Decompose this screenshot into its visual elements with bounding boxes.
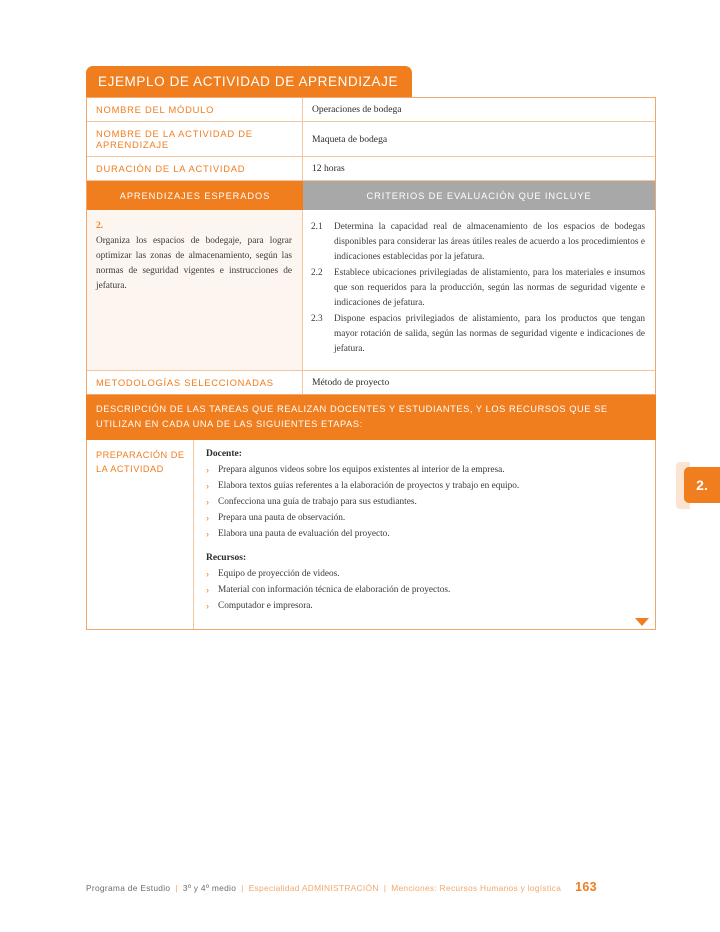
list-item — [206, 599, 643, 615]
description-banner: DESCRIPCIÓN DE LAS TAREAS QUE REALIZAN DOCENTES Y ESTUDIANTES, Y LOS RECURSOS QUE SE UTILIZAN EN CADA UNA DE LAS SIGUIENTES ETAPAS: — [86, 395, 656, 440]
row-value-modulo: Operaciones de bodega — [312, 104, 402, 115]
list-item-text: Computador e impresora. — [218, 600, 313, 611]
table-row — [87, 371, 655, 394]
list-item — [206, 583, 643, 599]
row-label-actividad: NOMBRE DE LA ACTIVIDAD DE APRENDIZAJE — [87, 122, 303, 156]
table-row — [87, 98, 655, 122]
criterio-item — [311, 266, 645, 311]
table-row — [87, 157, 655, 181]
footer-nivel: 3º y 4º medio — [182, 883, 237, 893]
list-item-text: Elabora textos guías referentes a la elaboración de proyectos y trabajo en equipo. — [218, 480, 520, 491]
activity-table — [86, 97, 656, 395]
chevron-right-icon: › — [206, 584, 209, 595]
footer-especialidad: Especialidad ADMINISTRACIÓN — [248, 883, 379, 893]
footer-menciones: Menciones: Recursos Humanos y logística — [391, 883, 562, 893]
aprendizajes-cell — [87, 210, 303, 370]
row-value-duracion: 12 horas — [312, 163, 345, 174]
list-item-text: Elabora una pauta de evaluación del proyecto. — [218, 528, 390, 539]
chevron-right-icon: › — [206, 465, 209, 475]
criterio-text: Determina la capacidad real de almacenamiento de los espacios de bodegas disponibles para considerar las áreas útiles reales de acuerdo a los procedimientos e indicaciones establecidas por la jefatura. — [334, 222, 645, 263]
aprendizaje-number: 2. — [96, 220, 104, 231]
criterios-cell — [303, 210, 655, 370]
unit-marker-tab: 2. — [684, 467, 720, 503]
chevron-right-icon: › — [206, 496, 209, 507]
footer-separator: | — [241, 883, 244, 893]
list-item — [206, 511, 643, 527]
list-item-text: Confecciona una guía de trabajo para sus estudiantes. — [218, 496, 417, 507]
table-row — [87, 122, 655, 157]
criterio-key: 2.1 — [311, 222, 323, 232]
footer-separator: | — [383, 883, 387, 893]
list-item — [206, 479, 643, 495]
footer-programa: Programa de Estudio — [86, 883, 171, 893]
chevron-right-icon: › — [206, 568, 209, 579]
preparacion-block — [86, 440, 656, 630]
column-header-aprendizajes: APRENDIZAJES ESPERADOS — [87, 181, 303, 210]
row-label-metodologias: METODOLOGÍAS SELECCIONADAS — [87, 371, 303, 394]
list-item — [206, 567, 643, 583]
list-item — [206, 495, 643, 511]
chevron-right-icon: › — [206, 480, 209, 491]
page-number: 163 — [575, 880, 597, 894]
list-item-text: Material con información técnica de elaboración de proyectos. — [218, 584, 451, 595]
criterio-item — [311, 312, 645, 357]
aprendizaje-text: Organiza los espacios de bodegaje, para lograr optimizar las zonas de almacenamiento, según las normas de seguridad vigentes e instrucciones de jefatura. — [96, 236, 292, 292]
list-item-text: Prepara algunos videos sobre los equipos existentes al interior de la empresa. — [218, 465, 505, 475]
recursos-heading: Recursos: — [206, 552, 247, 563]
preparacion-body — [194, 440, 655, 629]
row-label-duracion: DURACIÓN DE LA ACTIVIDAD — [87, 157, 303, 180]
list-item — [206, 463, 643, 479]
list-item — [206, 527, 643, 543]
row-label-modulo: NOMBRE DEL MÓDULO — [87, 98, 303, 121]
row-value-metodologias: Método de proyecto — [312, 377, 390, 389]
chevron-right-icon: › — [206, 512, 209, 523]
page-title: EJEMPLO DE ACTIVIDAD DE APRENDIZAJE — [86, 66, 412, 97]
row-value-actividad: Maqueta de bodega — [312, 133, 388, 145]
criterio-text: Dispone espacios privilegiados de alistamiento, para los productos que tengan mayor rotación de salida, según las normas de seguridad vigente e indicaciones de jefatura. — [334, 314, 645, 355]
page-footer — [86, 880, 686, 894]
criterio-text: Establece ubicaciones privilegiadas de alistamiento, para los materiales e insumos que son requeridos para la producción, según las normas de seguridad vigente e indicaciones de jefatura. — [334, 268, 645, 309]
list-item-text: Prepara una pauta de observación. — [218, 512, 346, 523]
criterio-item — [311, 220, 645, 265]
footer-separator: | — [175, 883, 178, 893]
continue-down-arrow-icon — [635, 618, 649, 626]
criterio-key: 2.2 — [311, 268, 323, 279]
column-header-criterios: CRITERIOS DE EVALUACIÓN QUE INCLUYE — [303, 181, 655, 210]
column-header-row — [87, 181, 655, 210]
chevron-right-icon: › — [206, 528, 209, 539]
content-row — [87, 210, 655, 371]
list-item-text: Equipo de proyección de videos. — [218, 568, 340, 579]
criterio-key: 2.3 — [311, 314, 323, 325]
docente-heading: Docente: — [206, 449, 242, 459]
preparacion-label: PREPARACIÓN DE LA ACTIVIDAD — [87, 440, 194, 629]
chevron-right-icon: › — [206, 600, 209, 611]
